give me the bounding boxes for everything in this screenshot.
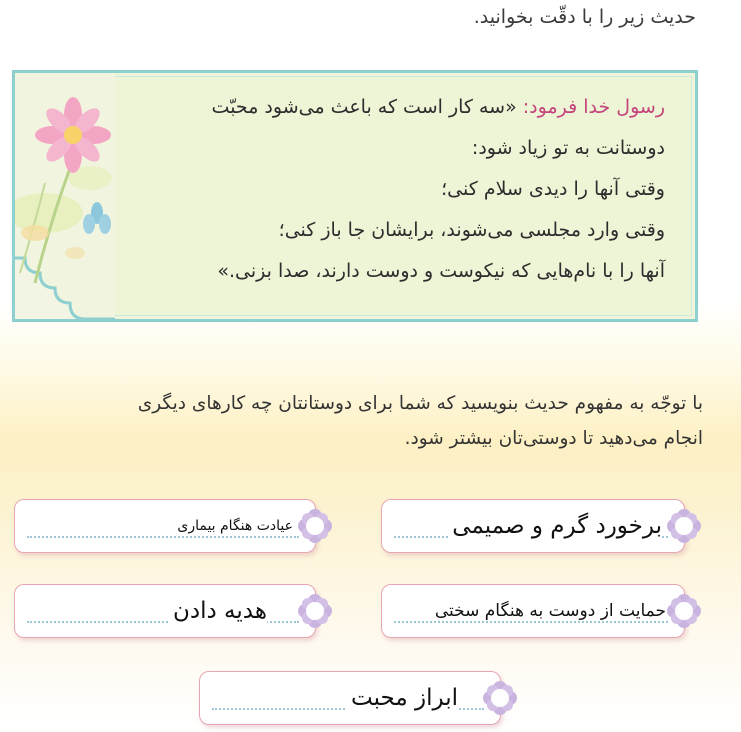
hadith-text bbox=[105, 87, 665, 292]
answer-card-4[interactable] bbox=[14, 584, 316, 638]
flower-illustration bbox=[15, 73, 115, 319]
flower-badge-icon bbox=[298, 509, 332, 543]
answer-text[interactable]: حمایت از دوست به هنگام سختی bbox=[431, 601, 666, 621]
answer-card-1[interactable] bbox=[381, 499, 685, 553]
flower-badge-icon bbox=[667, 594, 701, 628]
question-line-1: با توجّه به مفهوم حدیث بنویسید که شما برای دوستانتان چه کارهای دیگری bbox=[137, 393, 703, 414]
flower-badge-icon bbox=[298, 594, 332, 628]
answer-card-3[interactable] bbox=[381, 584, 685, 638]
hadith-line: آنها را با نام‌هایی که نیکوست و دوست دارند، صدا بزنی.» bbox=[217, 260, 665, 282]
hadith-line: وقتی وارد مجلسی می‌شوند، برایشان جا باز کنی؛ bbox=[278, 219, 665, 241]
hadith-first-line: «سه کار است که باعث می‌شود محبّت bbox=[211, 96, 517, 118]
answer-text[interactable]: عیادت هنگام بیماری bbox=[173, 518, 293, 534]
hadith-speaker: رسول خدا فرمود: bbox=[522, 96, 665, 118]
flower-badge-icon bbox=[483, 681, 517, 715]
question-text bbox=[3, 386, 703, 456]
answer-text[interactable]: برخورد گرم و صمیمی bbox=[448, 513, 662, 539]
answer-dotted-line bbox=[27, 536, 299, 538]
answer-card-5[interactable] bbox=[199, 671, 501, 725]
hadith-line: وقتی آنها را دیدی سلام کنی؛ bbox=[441, 178, 665, 200]
question-line-2: انجام می‌دهید تا دوستی‌تان بیشتر شود. bbox=[404, 428, 703, 449]
flower-badge-icon bbox=[667, 509, 701, 543]
answer-text[interactable]: ابراز محبت bbox=[347, 685, 458, 711]
intro-instruction: حدیث زیر را با دقّت بخوانید. bbox=[473, 6, 696, 28]
answer-card-2[interactable] bbox=[14, 499, 316, 553]
hadith-box bbox=[12, 70, 698, 322]
hadith-line-1 bbox=[105, 87, 665, 128]
answer-dotted-line bbox=[394, 621, 668, 623]
answer-text[interactable]: هدیه دادن bbox=[169, 598, 267, 624]
hadith-line: دوستانت به تو زیاد شود: bbox=[471, 137, 665, 159]
